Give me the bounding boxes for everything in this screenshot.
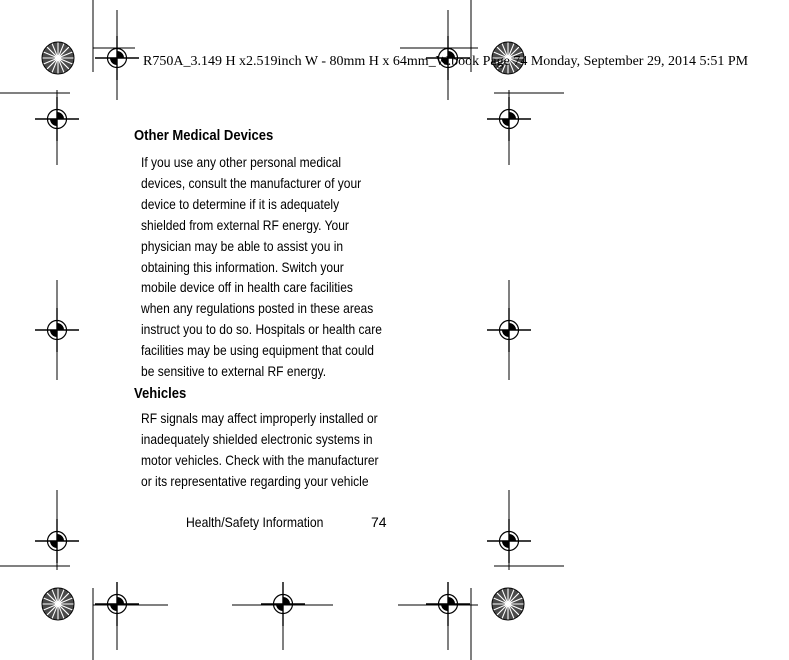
- footer-section-name: Health/Safety Information: [186, 514, 324, 530]
- body-line: physician may be able to assist you in: [141, 237, 344, 254]
- body-line: shielded from external RF energy. Your: [141, 216, 349, 233]
- body-line: devices, consult the manufacturer of your: [141, 174, 362, 191]
- body-line: obtaining this information. Switch your: [141, 258, 344, 275]
- body-line: facilities may be using equipment that could: [141, 342, 374, 359]
- body-line: instruct you to do so. Hospitals or health care: [141, 321, 382, 338]
- body-line: If you use any other personal medical: [141, 154, 342, 170]
- section-heading-other-medical-devices: Other Medical Devices: [134, 128, 274, 144]
- body-line: RF signals may affect improperly installed or: [141, 410, 378, 426]
- body-line: inadequately shielded electronic systems in: [141, 430, 373, 447]
- body-line: motor vehicles. Check with the manufacturer: [141, 451, 379, 468]
- body-line: be sensitive to external RF energy.: [141, 363, 327, 380]
- body-line: or its representative regarding your vehicle: [141, 472, 369, 489]
- section-body-other-medical-devices: [141, 152, 416, 382]
- body-line: device to determine if it is adequately: [141, 195, 340, 212]
- printer-slug-line: R750A_3.149 H x2.519inch W - 80mm H x 64mm_W.book Page 74 Monday, September 29, 2014 5:51 PM: [143, 54, 749, 69]
- section-body-vehicles: [141, 408, 416, 492]
- body-line: when any regulations posted in these areas: [141, 300, 374, 317]
- footer-page-number: 74: [371, 514, 387, 530]
- body-line: mobile device off in health care facilities: [141, 279, 353, 296]
- section-heading-vehicles: Vehicles: [134, 386, 187, 402]
